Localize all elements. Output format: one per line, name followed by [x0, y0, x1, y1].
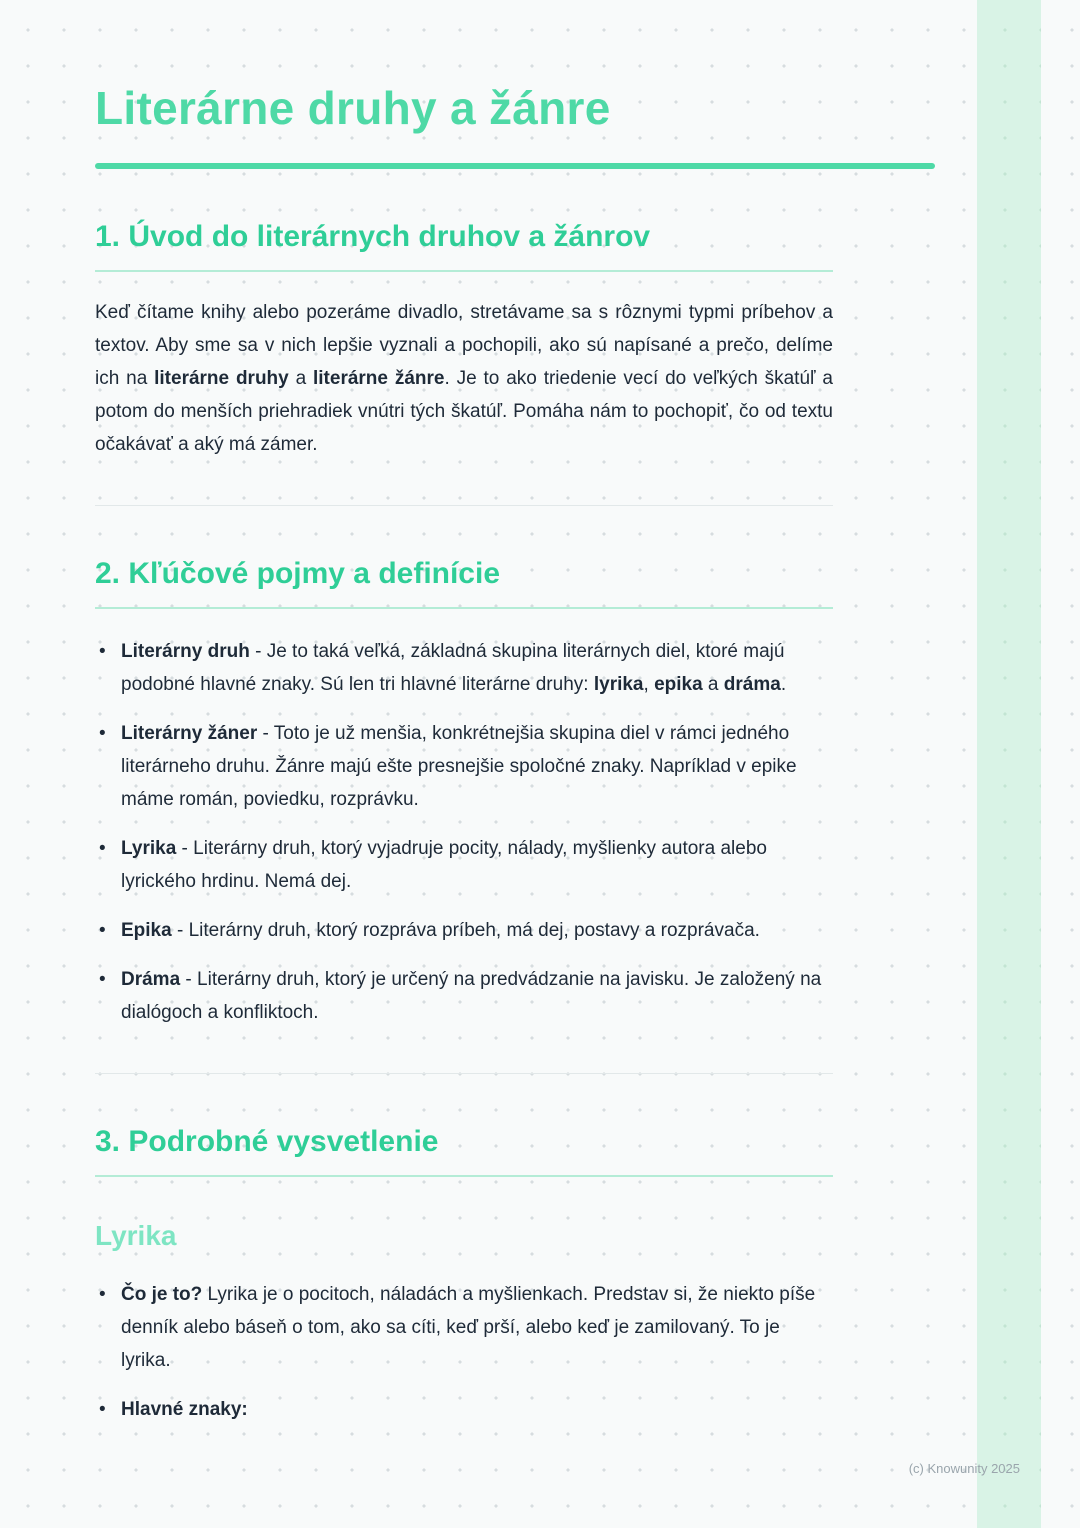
list-item — [95, 717, 833, 816]
list-item — [95, 963, 833, 1029]
text-segment: Lyrika je o pocitoch, náladách a myšlienkach. Predstav si, že niekto píše denník alebo báseň o tom, ako sa cíti, keď prší, alebo keď je zamilovaný. To je lyrika. — [121, 1284, 816, 1372]
page-title: Literárne druhy a žánre — [95, 82, 611, 134]
text-segment: - Je to taká veľká, základná skupina literárnych diel, ktoré majú podobné hlavné znaky. Sú len tri hlavné literárne druhy: — [121, 640, 785, 695]
section-divider — [95, 505, 833, 506]
text-segment: - Toto je už menšia, konkrétnejšia skupina diel v rámci jedného literárneho druhu. Žánre majú ešte presnejšie spoločné znaky. Napríklad v epike máme román, poviedku, rozprávku. — [121, 722, 797, 810]
lyrika-list — [95, 1278, 833, 1426]
title-rule — [95, 163, 935, 169]
text-segment: Keď čítame knihy alebo pozeráme divadlo, stretávame sa s rôznymi typmi príbehov a textov. Aby sme sa v nich lepšie vyznali a pochopili, ako sú napísané a prečo, delíme ich na — [95, 301, 833, 389]
section-2-heading: 2. Kľúčové pojmy a definície — [95, 556, 833, 609]
text-segment: - Literárny druh, ktorý je určený na predvádzanie na javisku. Je založený na dialógoch a konfliktoch. — [121, 968, 822, 1023]
list-item — [95, 832, 833, 898]
bold-term: lyrika — [593, 673, 644, 695]
text-segment: - Literárny druh, ktorý rozpráva príbeh, má dej, postavy a rozprávača. — [171, 919, 760, 941]
copyright-notice: (c) Knowunity 2025 — [908, 1461, 1020, 1476]
section-3-heading: 3. Podrobné vysvetlenie — [95, 1124, 833, 1177]
text-segment: - Literárny druh, ktorý vyjadruje pocity, nálady, myšlienky autora alebo lyrického hrdinu. Nemá dej. — [121, 837, 767, 892]
right-margin-strip — [977, 0, 1041, 1528]
text-segment: a — [702, 673, 724, 695]
section-podrobne — [95, 1124, 833, 1427]
bold-term: Čo je to? — [121, 1284, 203, 1306]
definitions-list — [95, 635, 833, 1029]
bold-term: dráma — [723, 673, 781, 695]
section-intro — [95, 219, 833, 461]
intro-paragraph — [95, 296, 833, 461]
bold-term: Literárny žáner — [121, 722, 258, 744]
list-item — [95, 1278, 833, 1377]
list-item — [95, 1393, 833, 1426]
bold-term: Lyrika — [121, 837, 177, 859]
bold-term: epika — [654, 673, 703, 695]
text-segment: a — [288, 367, 313, 389]
bold-term: Hlavné znaky: — [121, 1399, 248, 1421]
bold-term: Dráma — [121, 968, 181, 990]
bold-term: literárne žánre — [313, 367, 445, 389]
section-divider — [95, 1073, 833, 1074]
section-pojmy — [95, 556, 833, 1029]
bold-term: Epika — [121, 919, 172, 941]
text-segment: . — [780, 673, 787, 695]
text-segment: . Je to ako triedenie vecí do veľkých škatúľ a potom do menších priehradiek vnútri tých škatúľ. Pomáha nám to pochopiť, čo od textu očakávať a aký má zámer. — [95, 367, 833, 455]
subsection-lyrika-heading: Lyrika — [95, 1219, 177, 1251]
list-item — [95, 635, 833, 701]
bold-term: literárne druhy — [154, 367, 289, 389]
section-1-heading: 1. Úvod do literárnych druhov a žánrov — [95, 219, 833, 272]
text-segment: , — [643, 673, 655, 695]
list-item — [95, 914, 833, 947]
bold-term: Literárny druh — [121, 640, 250, 662]
document-content — [95, 0, 833, 1426]
